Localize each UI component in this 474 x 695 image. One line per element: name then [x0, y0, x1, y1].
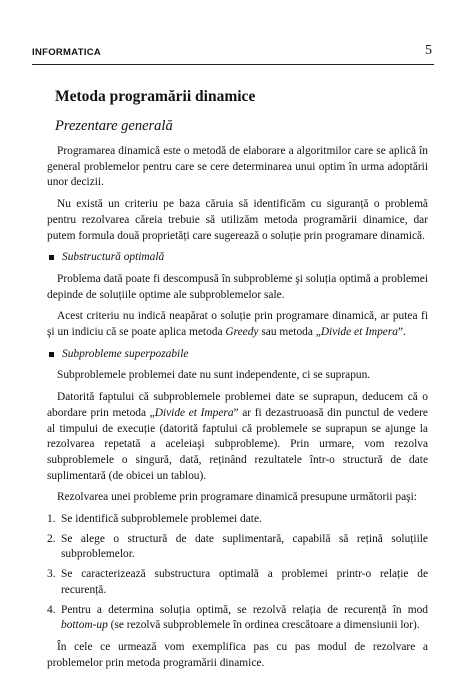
paragraph-steps-intro: Rezolvarea unei probleme prin programare dinamică presupune următorii paşi: [57, 491, 417, 504]
bullet-label: Substructură optimală [62, 251, 165, 264]
emphasis-greedy: Greedy [225, 326, 259, 339]
list-item: 3. Se caracterizează substructura optimală a problemei printr-o relație de recurență. [47, 568, 428, 596]
body-text [47, 144, 428, 677]
paragraph-reasoning: Datorită faptului că subproblemele problemei date se suprapun, deducem că o abordare prin metoda „Divide et Impera” ar fi dezastruoasă din punctul de vedere al timpului de execuție (datorită faptului că problemele se suprapun se ajunge la rezolvarea repetată a aceleiaşi subprobleme). Prin urmare, vom rezolva subproblemele o singură, dată, reținând rezultatele într-o structură de date suplimentară (de obicei un tablou). [47, 391, 428, 482]
paragraph-criteria: Nu există un criteriu pe baza căruia să identificăm cu siguranță o problemă pentru rezolvarea căreia trebuie să utilizăm metoda programării dinamice, dar putem formula două proprietăți care sugerează o soluție prin programare dinamică. [47, 198, 428, 242]
bullet-label: Subprobleme superpozabile [62, 347, 189, 360]
list-item: 2. Se alege o structură de date suplimentară, capabilă să rețină soluțiile subproblemelor. [47, 532, 428, 561]
page-number: 5 [425, 43, 432, 58]
paragraph-intro: Programarea dinamică este o metodă de elaborare a algoritmilor care se aplică în general problemelor pentru care se cere determinarea unui optim în urma adoptării unor decizii. [47, 145, 428, 189]
paragraph-overlapping: Subproblemele problemei date nu sunt independente, ci se suprapun. [57, 369, 371, 382]
list-item: 4. Pentru a determina soluția optimă, se rezolvă relația de recurență în mod bottom-up (se rezolvă subproblemele în ordinea crescătoare a dimensiunii lor). [47, 603, 428, 632]
emphasis-divide-et-impera: Divide et Impera [320, 326, 398, 339]
paragraph-closing: În cele ce urmează vom exemplifica pas cu pas modul de rezolvare a problemelor prin metoda programării dinamice. [47, 640, 428, 669]
bullet-optimal-substructure [47, 250, 428, 266]
paragraph-greedy-hint: Acest criteriu nu indică neapărat o soluție prin programare dinamică, ar putea fi şi un indiciu că se poate aplica metoda Greedy sau metoda „Divide et Impera”. [47, 310, 428, 339]
steps-list [47, 512, 428, 634]
square-bullet-icon [49, 255, 54, 260]
chapter-title: Metoda programării dinamice [55, 88, 256, 105]
paragraph-optimal-substructure: Problema dată poate fi descompusă în subprobleme şi soluția optimă a problemei depinde de soluțiile optime ale subproblemelor sale. [47, 272, 428, 301]
emphasis-divide-et-impera: Divide et Impera [154, 406, 234, 419]
bullet-overlapping-subproblems [47, 347, 428, 363]
square-bullet-icon [49, 352, 54, 357]
section-subtitle: Prezentare generală [55, 118, 173, 134]
list-item: 1. Se identifică subproblemele problemei date. [47, 513, 262, 526]
running-header [32, 44, 434, 65]
emphasis-bottom-up: bottom-up [61, 619, 108, 632]
header-section-title: INFORMATICA [32, 47, 102, 58]
